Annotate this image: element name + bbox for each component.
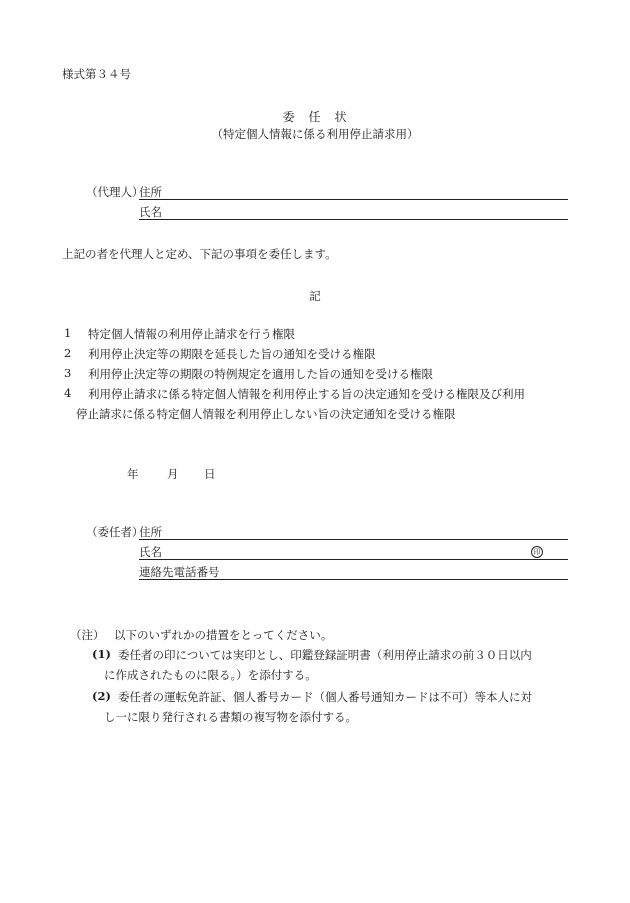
- note-item-continuation: に作成されたものに限る。）を添付する。: [104, 668, 317, 682]
- note-item-number: (2): [92, 689, 111, 703]
- date-day: 日: [204, 467, 216, 481]
- item-number: 4: [64, 386, 72, 400]
- seal-mark: 印: [531, 546, 543, 558]
- form-number: 様式第３４号: [62, 67, 131, 81]
- document-title: 委 任 状: [282, 110, 348, 124]
- date-year: 年: [127, 467, 139, 481]
- principal-name-label: 氏名: [139, 545, 162, 559]
- ki-heading: 記: [309, 289, 321, 303]
- principal-address-label: 住所: [139, 525, 162, 539]
- delegation-statement: 上記の者を代理人と定め、下記の事項を委任します。: [62, 247, 337, 261]
- document-subtitle: （特定個人情報に係る利用停止請求用）: [211, 127, 419, 141]
- agent-label: （代理人）: [86, 185, 144, 199]
- principal-phone-line[interactable]: [139, 579, 568, 580]
- note-label: （注）: [70, 628, 105, 642]
- agent-name-label: 氏名: [139, 205, 162, 219]
- principal-address-line[interactable]: [139, 539, 568, 540]
- date-month: 月: [167, 467, 179, 481]
- agent-address-label: 住所: [139, 185, 162, 199]
- note-item-text: 委任者の運転免許証、個人番号カード（個人番号通知カードは不可）等本人に対: [118, 690, 532, 704]
- note-item-number: (1): [92, 647, 111, 661]
- item-number: 2: [64, 346, 72, 360]
- item-text: 利用停止決定等の期限の特例規定を適用した旨の通知を受ける権限: [88, 367, 433, 381]
- item-text-continuation: 停止請求に係る特定個人情報を利用停止しない旨の決定通知を受ける権限: [76, 407, 456, 421]
- note-lead: 以下のいずれかの措置をとってください。: [114, 628, 333, 642]
- note-item-continuation: し一に限り発行される書類の複写物を添付する。: [104, 710, 357, 724]
- agent-address-line[interactable]: [139, 199, 568, 200]
- item-number: 3: [64, 366, 72, 380]
- principal-name-line[interactable]: [139, 559, 568, 560]
- principal-phone-label: 連絡先電話番号: [139, 565, 220, 579]
- item-text: 特定個人情報の利用停止請求を行う権限: [88, 327, 295, 341]
- agent-name-line[interactable]: [139, 219, 568, 220]
- item-text: 利用停止請求に係る特定個人情報を利用停止する旨の決定通知を受ける権限及び利用: [88, 387, 525, 401]
- item-text: 利用停止決定等の期限を延長した旨の通知を受ける権限: [88, 347, 376, 361]
- item-number: 1: [64, 326, 72, 340]
- note-item-text: 委任者の印については実印とし、印鑑登録証明書（利用停止請求の前３０日以内: [118, 648, 532, 662]
- principal-label: （委任者）: [86, 525, 144, 539]
